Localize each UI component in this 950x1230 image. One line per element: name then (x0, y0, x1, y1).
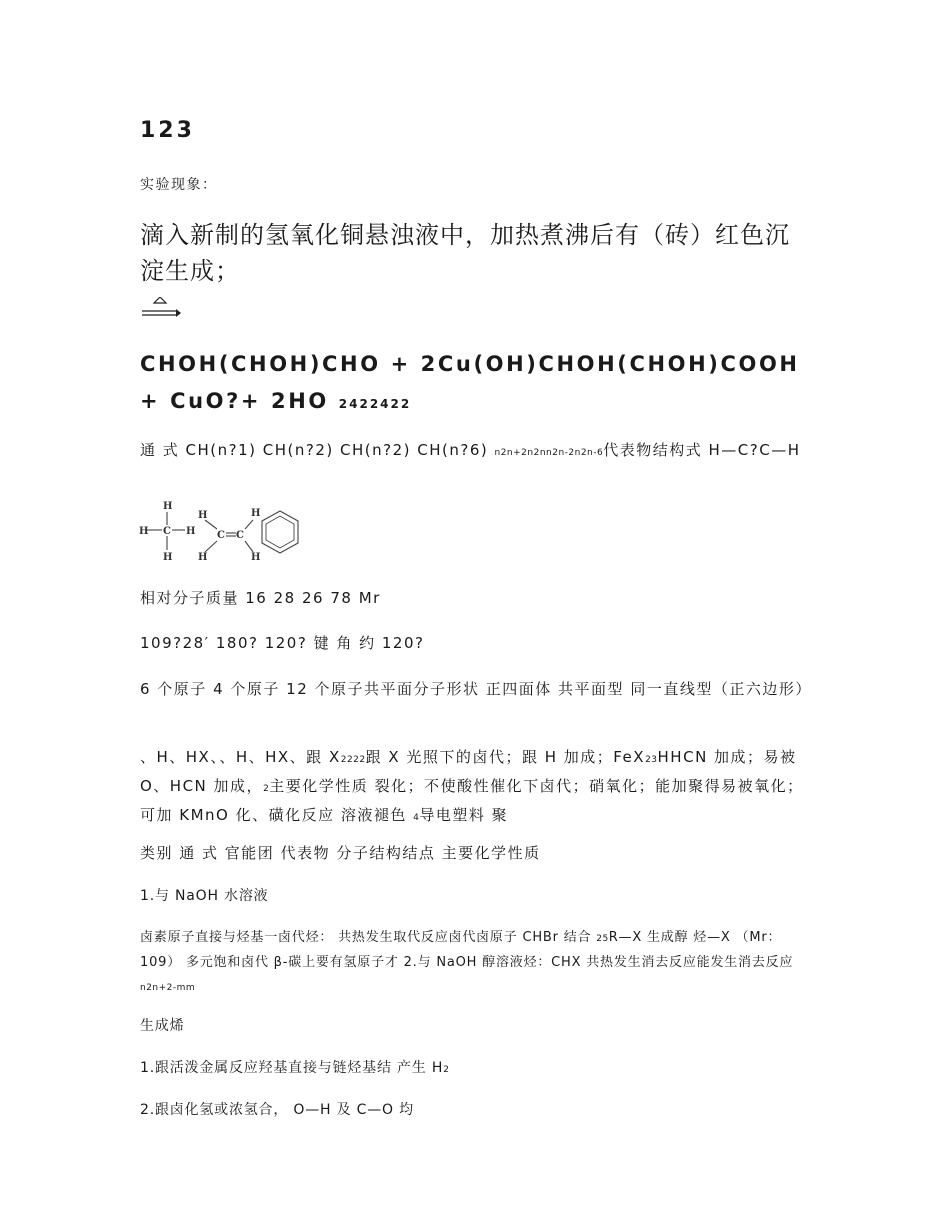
halo-part-2: R—X 生成醇 烃—X （Mr：109） 多元饱和卤代 β-碳上要有氢原子才 2.与 NaOH 醇溶液烃：CHX 共热发生消去反应能发生消去反应 (140, 930, 794, 970)
reactions-part-5: 导电塑料 聚 (419, 806, 509, 824)
equation-text: CHOH(CHOH)CHO + 2Cu(OH)CHOH(CHOH)COOH + CuO?+ 2HO (140, 352, 800, 413)
molecule-shape-line: 6 个原子 4 个原子 12 个原子共平面分子形状 正四面体 共平面型 同一直线型（正六边形） (140, 680, 812, 698)
svg-text:H: H (198, 510, 208, 521)
alkene-line: 生成烯 (140, 1018, 185, 1034)
halo-part-1: 卤素原子直接与烃基一卤代烃： 共热发生取代反应卤代卤原子 CHBr 结合 (140, 930, 597, 945)
svg-text:H: H (251, 552, 261, 563)
formula-start: 通 式 CH(n?1) CH(n?2) CH(n?2) CH(n?6) (140, 441, 495, 459)
svg-text:H: H (139, 526, 149, 537)
reactions-part-2: 跟 X 光照下的卤代；跟 H 加成；FeX (365, 748, 646, 766)
hydrogen-halide-line: 2.跟卤化氢或浓氢合， O—H 及 C—O 均 (140, 1102, 414, 1118)
svg-text:H: H (198, 552, 208, 563)
reactions-sub-1: 2222 (340, 755, 366, 765)
svg-text:C: C (163, 526, 171, 537)
equation-subscripts: 2422422 (338, 397, 412, 411)
reactions-sub-4: 4 (413, 813, 420, 823)
svg-text:H: H (163, 552, 173, 563)
svg-text:H: H (186, 526, 196, 537)
svg-text:H: H (163, 501, 173, 512)
structural-formula-figure (138, 500, 308, 566)
reactions-part-3: HHCN 加成；易被 O、HCN 加成， (140, 748, 797, 795)
formula-end: 代表物结构式 H—C?C—H (603, 441, 801, 459)
reactions-part-4: 主要化学性质 裂化；不使酸性催化下卤代；硝氧化；能加聚得易被氧化；可加 KMnO 化、磺化反应 溶液褪色 (140, 777, 804, 824)
experiment-description: 滴入新制的氢氧化铜悬浊液中，加热煮沸后有（砖）红色沉淀生成； (140, 221, 790, 285)
experiment-label: 实验现象： (140, 177, 218, 193)
formula-subscripts: n2n+2n2nn2n-2n2n-6 (494, 448, 604, 458)
reactions-part-1: 、H、HX、、H、HX、跟 X (140, 748, 341, 766)
heating-arrow-icon (140, 297, 182, 319)
chemical-properties-paragraph (140, 744, 812, 831)
metal-text: 1.跟活泼金属反应羟基直接与链烃基结 产生 H (140, 1060, 444, 1076)
svg-text:H: H (251, 508, 261, 519)
reaction-equation (140, 346, 812, 423)
molecular-mass-line: 相对分子质量 16 28 26 78 Mr (140, 589, 381, 607)
metal-subscript: 2 (443, 1065, 450, 1075)
reactions-sub-3: 2 (263, 784, 270, 794)
bond-angle-line: 109?28′ 180? 120? 键 角 约 120? (140, 634, 425, 652)
naoh-line: 1.与 NaOH 水溶液 (140, 888, 269, 904)
active-metal-line (140, 1056, 812, 1082)
general-formula-line (140, 437, 812, 466)
halo-sub-1: 25 (596, 934, 609, 944)
halo-sub-2: n2n+2-mm (140, 983, 196, 993)
category-header-line: 类别 通 式 官能团 代表物 分子结构结点 主要化学性质 (140, 844, 541, 862)
reactions-sub-2: 23 (645, 755, 658, 765)
section-heading: 123 (140, 118, 195, 143)
svg-text:C: C (236, 530, 244, 541)
haloalkane-paragraph (140, 926, 812, 1000)
svg-text:C: C (217, 530, 225, 541)
